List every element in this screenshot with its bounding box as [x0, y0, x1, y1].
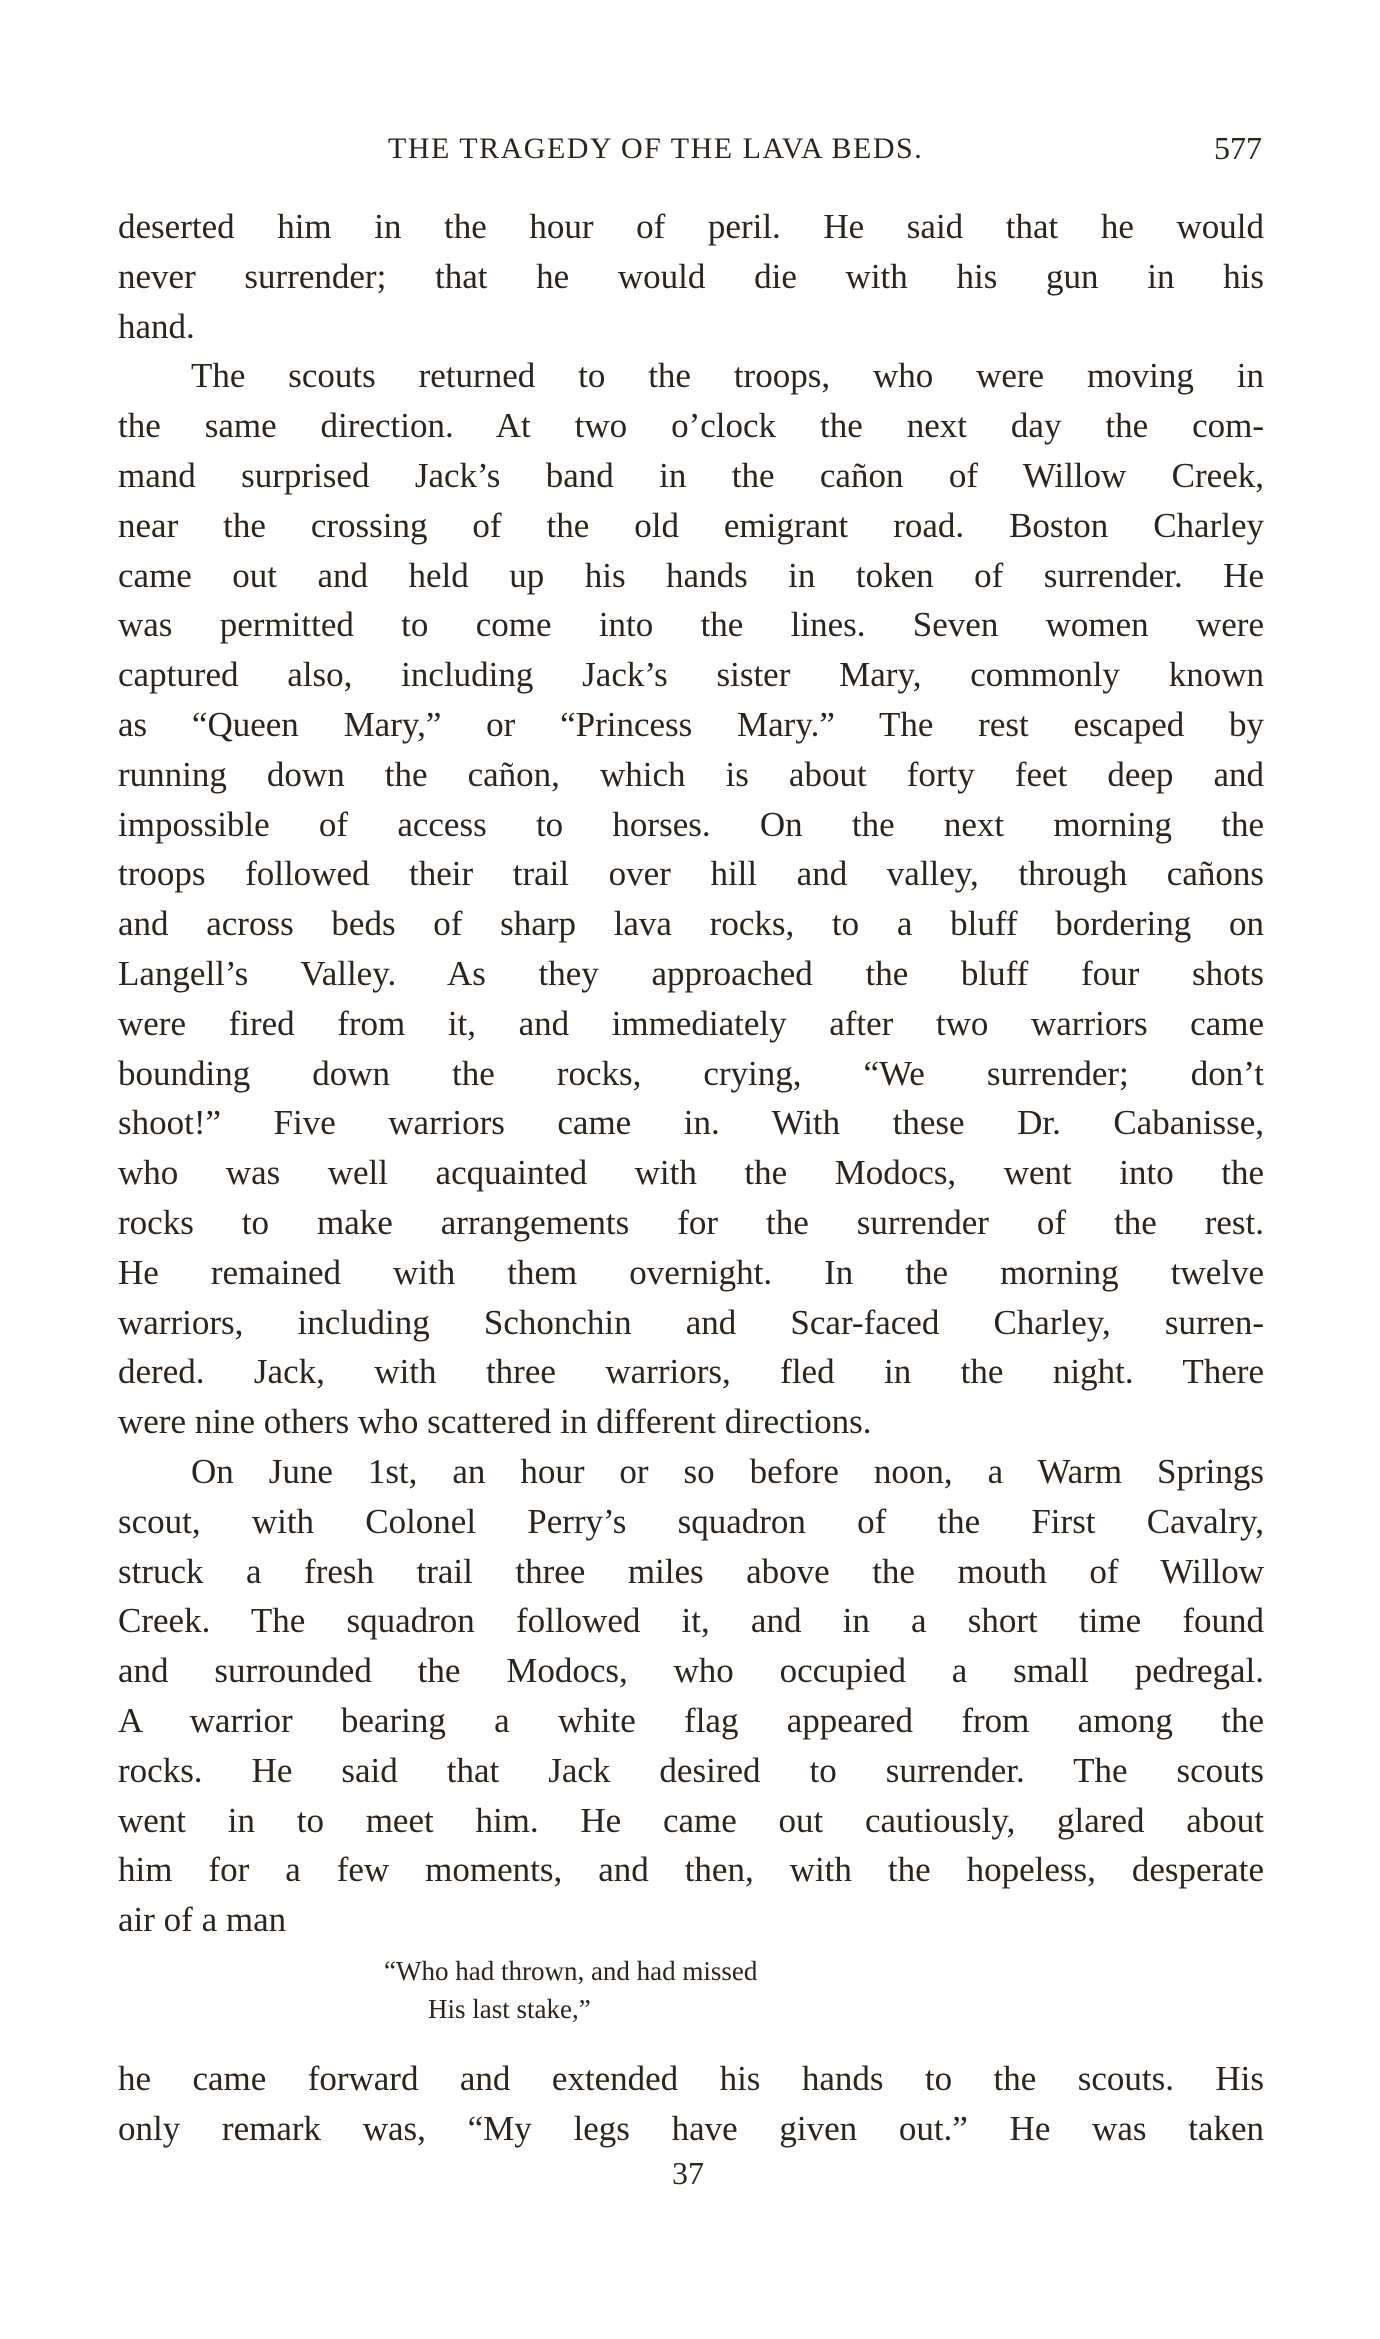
text-line: and surrounded the Modocs, who occupied a small pedregal. [118, 1651, 1264, 1691]
text-line: was permitted to come into the lines. Seven women were [118, 605, 1264, 645]
text-line: were nine others who scattered in different directions. [118, 1402, 872, 1442]
page-number: 577 [1214, 130, 1262, 166]
text-line: struck a fresh trail three miles above the mouth of Willow [118, 1551, 1264, 1591]
text-line: deserted him in the hour of peril. He said that he would [118, 207, 1264, 246]
text-line: were fired from it, and immediately after two warriors came [118, 1003, 1264, 1043]
text-line: and across beds of sharp lava rocks, to a bluff bordering on [118, 904, 1264, 944]
text-line: air of a man [118, 1900, 287, 1940]
text-line: He remained with them overnight. In the morning twelve [118, 1252, 1264, 1292]
text-line: impossible of access to horses. On the next morning the [118, 804, 1264, 844]
text-line: dered. Jack, with three warriors, fled in the night. There [118, 1352, 1264, 1392]
text-line: captured also, including Jack’s sister Mary, commonly known [118, 655, 1264, 695]
text-line: him for a few moments, and then, with the hopeless, desperate [118, 1850, 1264, 1890]
text-line: warriors, including Schonchin and Scar-faced Charley, surren- [118, 1302, 1264, 1342]
page-header [0, 132, 1380, 182]
body-text-block [118, 202, 1264, 1945]
text-line: came out and held up his hands in token of surrender. He [118, 555, 1264, 595]
text-line: near the crossing of the old emigrant road. Boston Charley [118, 505, 1264, 545]
running-head: THE TRAGEDY OF THE LAVA BEDS. [388, 132, 924, 165]
quote-line: “Who had thrown, and had missed [384, 1956, 758, 1986]
text-line: A warrior bearing a white flag appeared from among the [118, 1700, 1264, 1740]
text-line: who was well acquainted with the Modocs, went into the [118, 1153, 1264, 1193]
text-line: went in to meet him. He came out cautiously, glared about [118, 1800, 1264, 1840]
body-text-continued [118, 2054, 1264, 2154]
text-line: Creek. The squadron followed it, and in a short time found [118, 1601, 1264, 1641]
text-line: bounding down the rocks, crying, “We surrender; don’t [118, 1053, 1264, 1093]
text-line: only remark was, “My legs have given out.” He was taken [118, 2108, 1264, 2148]
text-line: running down the cañon, which is about forty feet deep and [118, 754, 1264, 794]
text-line: troops followed their trail over hill and valley, through cañons [118, 854, 1264, 894]
text-line: rocks to make arrangements for the surrender of the rest. [118, 1202, 1264, 1242]
text-line: scout, with Colonel Perry’s squadron of the First Cavalry, [118, 1501, 1264, 1541]
text-line: the same direction. At two o’clock the next day the com- [118, 406, 1264, 446]
text-line: Langell’s Valley. As they approached the bluff four shots [118, 953, 1264, 993]
text-line: he came forward and extended his hands to the scouts. His [118, 2059, 1264, 2098]
text-line: rocks. He said that Jack desired to surrender. The scouts [118, 1750, 1264, 1790]
verse-quotation [384, 1952, 757, 2028]
text-line: The scouts returned to the troops, who were moving in [191, 356, 1264, 396]
text-line: On June 1st, an hour or so before noon, a Warm Springs [191, 1451, 1264, 1491]
signature-mark: 37 [672, 2155, 704, 2191]
quote-line: His last stake,” [428, 1994, 591, 2024]
text-line: as “Queen Mary,” or “Princess Mary.” The rest escaped by [118, 704, 1264, 744]
text-line: shoot!” Five warriors came in. With these Dr. Cabanisse, [118, 1103, 1264, 1143]
text-line: never surrender; that he would die with his gun in his [118, 256, 1264, 296]
text-line: mand surprised Jack’s band in the cañon of Willow Creek, [118, 455, 1264, 495]
text-line: hand. [118, 306, 195, 346]
